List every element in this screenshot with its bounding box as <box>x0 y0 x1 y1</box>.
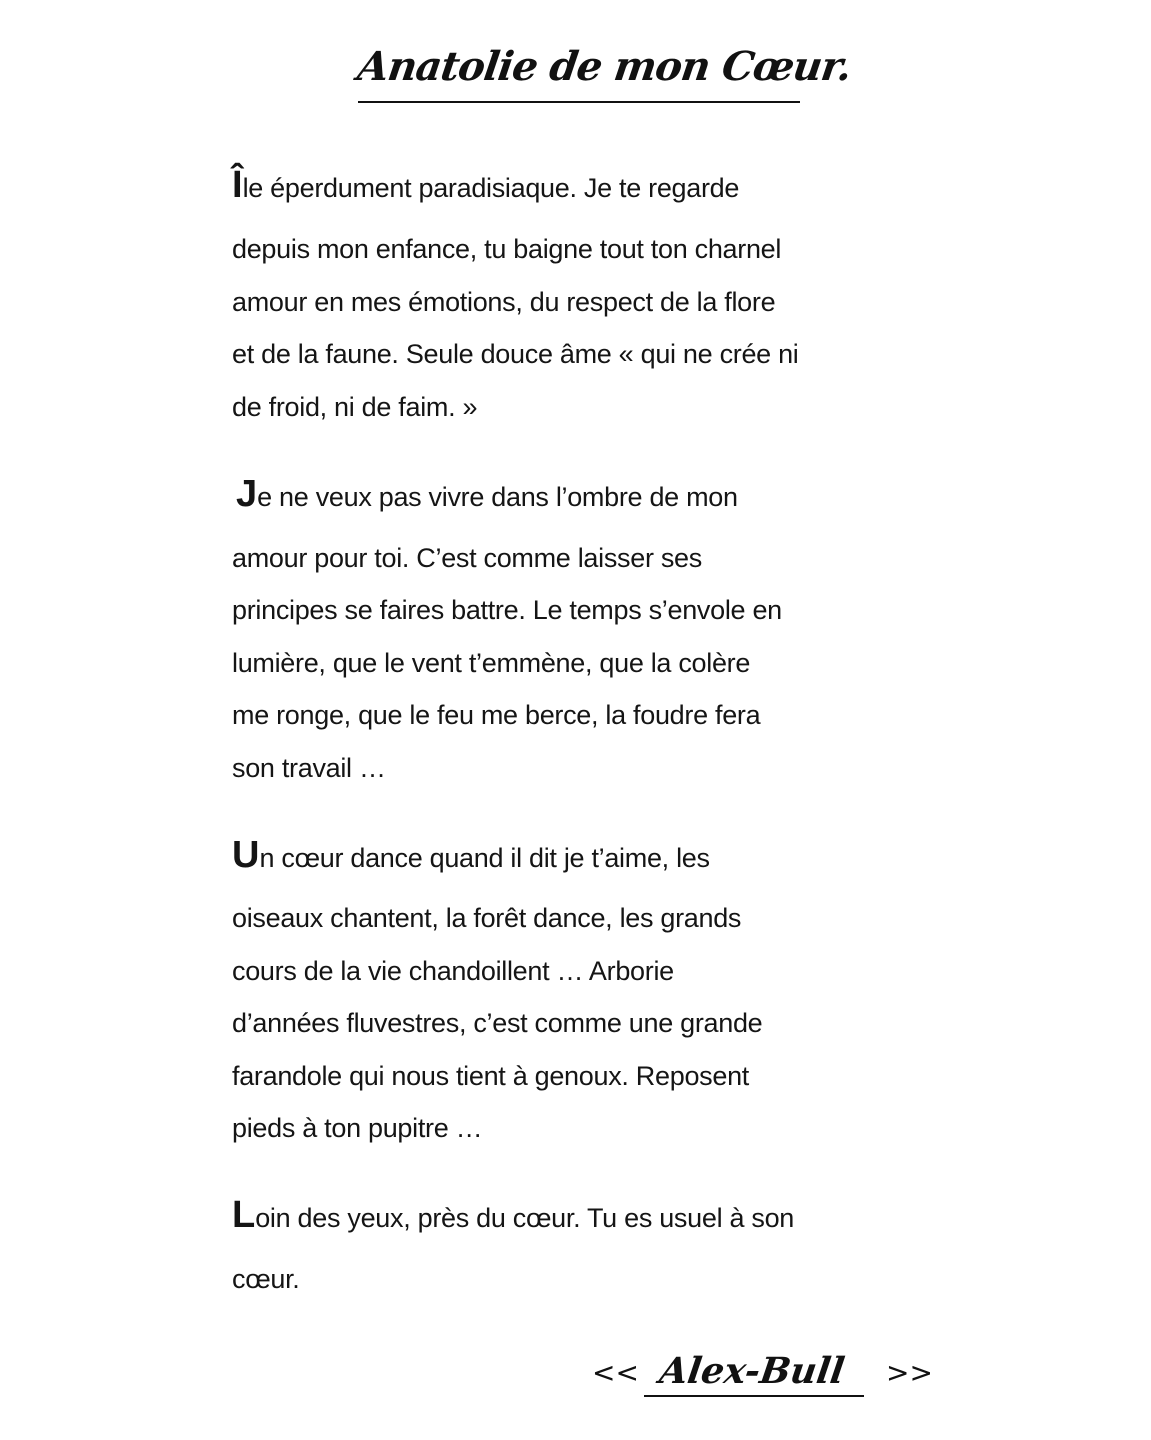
document-title: Anatolie de mon Cœur. <box>354 43 855 90</box>
signature-close-guillemets: >> <box>886 1356 933 1389</box>
line-text: oin des yeux, près du cœur. Tu es usuel à son <box>255 1203 795 1233</box>
line-text: le éperdument paradisiaque. Je te regarde <box>242 173 740 203</box>
text-line <box>232 473 738 515</box>
text-line <box>232 1194 795 1236</box>
text-line: oiseaux chantent, la forêt dance, les grands <box>232 903 742 933</box>
text-line: d’années fluvestres, c’est comme une grande <box>232 1008 763 1038</box>
dropcap: J <box>236 473 258 515</box>
title-container <box>354 42 855 92</box>
dropcap: Î <box>232 164 243 206</box>
title-underline <box>358 101 800 103</box>
text-line: cours de la vie chandoillent … Arborie <box>232 956 674 986</box>
text-line: de froid, ni de faim. » <box>232 392 478 422</box>
text-line: son travail … <box>232 753 386 783</box>
signature-open-guillemets: << <box>592 1356 639 1389</box>
text-line: amour en mes émotions, du respect de la flore <box>232 287 776 317</box>
text-line: depuis mon enfance, tu baigne tout ton charnel <box>232 234 782 264</box>
text-line <box>232 834 710 876</box>
dropcap: L <box>232 1194 256 1236</box>
text-line: farandole qui nous tient à genoux. Reposent <box>232 1061 749 1091</box>
text-line: lumière, que le vent t’emmène, que la colère <box>232 648 751 678</box>
dropcap: U <box>232 834 260 876</box>
text-line: amour pour toi. C’est comme laisser ses <box>232 543 702 573</box>
line-text: e ne veux pas vivre dans l’ombre de mon <box>257 482 738 512</box>
signature-underline <box>644 1395 864 1397</box>
text-line: cœur. <box>232 1264 300 1294</box>
text-line: principes se faires battre. Le temps s’envole en <box>232 595 782 625</box>
text-line: et de la faune. Seule douce âme « qui ne crée ni <box>232 339 799 369</box>
text-line <box>232 164 740 206</box>
line-text: n cœur dance quand il dit je t’aime, les <box>259 843 710 873</box>
text-line: pieds à ton pupitre … <box>232 1113 483 1143</box>
signature-name: Alex-Bull <box>656 1350 848 1392</box>
text-line: me ronge, que le feu me berce, la foudre fera <box>232 700 761 730</box>
signature <box>592 1345 937 1405</box>
